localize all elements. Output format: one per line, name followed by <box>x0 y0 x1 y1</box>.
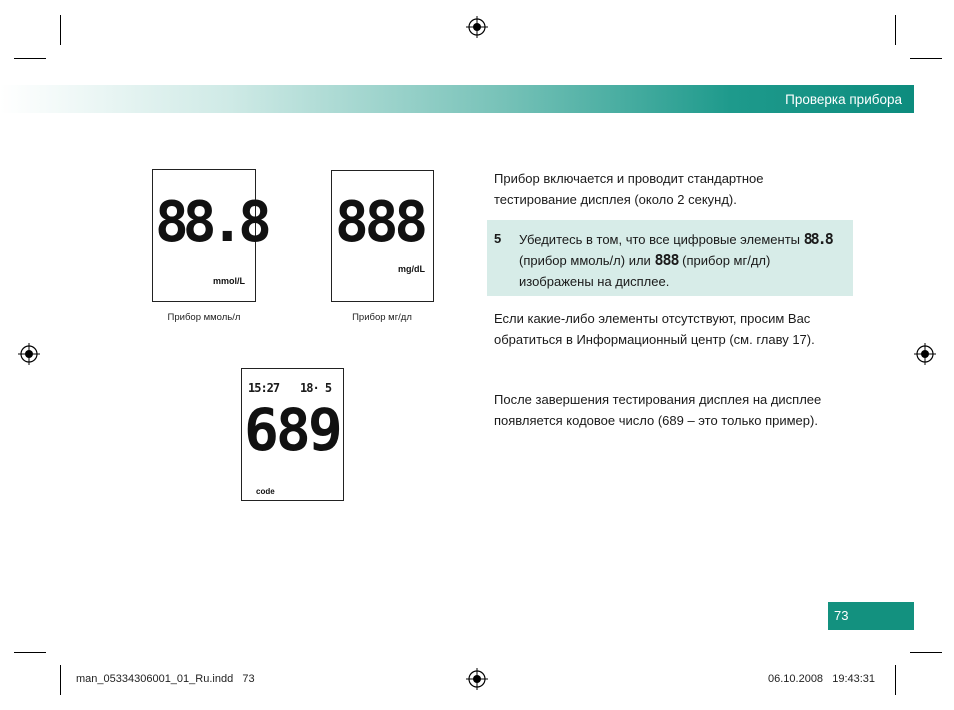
step-text-part: (прибор ммоль/л) или <box>519 253 651 268</box>
missing-elements-paragraph: Если какие-либо элементы отсутствуют, просим Вас обратиться в Информационный центр (см. главу 17). <box>494 311 815 347</box>
code-number-paragraph: После завершения тестирования дисплея на дисплее появляется кодовое число (689 – это только пример). <box>494 392 822 428</box>
lcd-code-label: code <box>256 487 275 496</box>
lcd-code-digits: 689 <box>244 396 340 464</box>
page-number: 73 <box>828 602 914 630</box>
lcd-unit: mg/dL <box>398 264 425 274</box>
crop-mark <box>895 665 896 695</box>
lcd-time: 15:27 <box>248 381 280 395</box>
step-text-part: Убедитесь в том, что все цифровые элементы <box>519 232 800 247</box>
step-number: 5 <box>494 231 502 246</box>
footer-filename: man_05334306001_01_Ru.indd 73 <box>76 673 255 685</box>
registration-mark-icon <box>914 343 936 365</box>
registration-mark-icon <box>18 343 40 365</box>
step-text-part: (прибор мг/дл) изображены на дисплее. <box>519 253 771 289</box>
crop-mark <box>14 652 46 653</box>
lcd-digits: 888 <box>335 190 425 255</box>
section-title: Проверка прибора <box>785 92 902 107</box>
lcd-display-mmol <box>152 169 266 302</box>
step-text <box>519 229 845 292</box>
crop-mark <box>14 58 46 59</box>
inline-lcd-glyph: 88.8 <box>803 230 832 248</box>
figure-caption: Прибор мг/дл <box>352 312 412 323</box>
registration-mark-icon <box>466 668 488 690</box>
crop-mark <box>910 58 942 59</box>
lcd-display-mgdl <box>331 170 434 302</box>
crop-mark <box>895 15 896 45</box>
intro-paragraph: Прибор включается и проводит стандартное тестирование дисплея (около 2 секунд). <box>494 171 764 207</box>
inline-lcd-glyph: 888 <box>654 251 679 269</box>
crop-mark <box>60 15 61 45</box>
crop-mark <box>60 665 61 695</box>
section-header-bar <box>0 85 914 113</box>
crop-mark <box>910 652 942 653</box>
footer-timestamp: 06.10.2008 19:43:31 <box>768 673 876 685</box>
lcd-digits: 88.8 <box>155 190 266 255</box>
lcd-date: 18· 5 <box>300 381 332 395</box>
lcd-unit: mmol/L <box>213 276 246 286</box>
figure-caption: Прибор ммоль/л <box>167 312 241 323</box>
registration-mark-icon <box>466 16 488 38</box>
lcd-display-code <box>241 368 344 501</box>
